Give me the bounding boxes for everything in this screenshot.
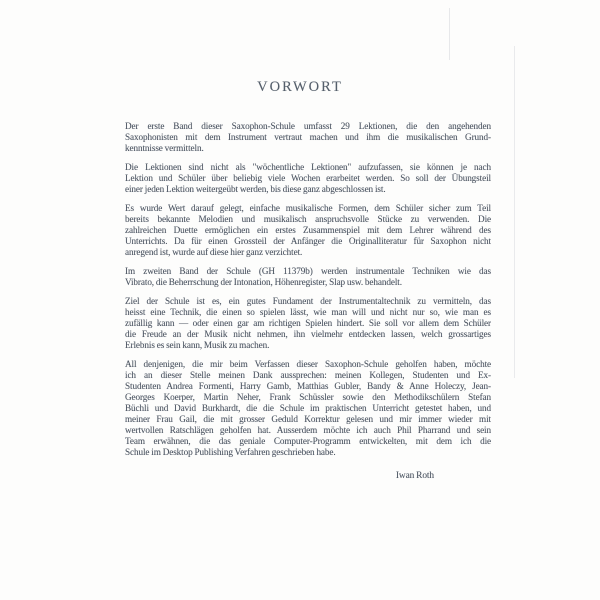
paragraph-line: Die Lektionen sind nicht als "wöchentliche Lektionen" aufzufassen, sie können je nach: [125, 162, 491, 172]
paragraph-line: bereits bekannte Melodien und musikalisch anspruchsvolle Stücke zu verwenden. Die: [125, 214, 491, 224]
paragraph-line: Schule im Desktop Publishing Verfahren geschrieben habe.: [125, 447, 336, 457]
paragraph-line: Team erwähnen, die das geniale Computer-Programm entwickelten, mit dem ich die: [125, 436, 491, 446]
paragraph-line: Lektion und Schüler über beliebig viele Wochen erarbeitet werden. So soll der Übungsteil: [125, 173, 491, 183]
paragraph-line: Vibrato, die Beherrschung der Intonation, Höhenregister, Slap usw. behandelt.: [125, 277, 402, 287]
paragraph: [125, 121, 491, 154]
paragraph-line: kenntnisse vermitteln.: [125, 143, 204, 153]
paragraph-line: Es wurde Wert darauf gelegt, einfache musikalische Formen, dem Schüler sicher zum Teil: [125, 203, 491, 213]
paragraph-line: Büchli und David Burkhardt, die die Schule im praktischen Unterricht getestet haben, und: [125, 403, 491, 413]
paragraph: [125, 296, 491, 351]
paragraph-line: Georges Koerper, Martin Neher, Frank Schüssler sowie den Methodikschülern Stefan: [125, 392, 491, 402]
paragraph: [125, 359, 491, 458]
paragraph-line: Der erste Band dieser Saxophon-Schule umfasst 29 Lektionen, die den angehenden: [125, 121, 491, 131]
paragraph: [125, 162, 491, 195]
paragraph-line: einer jeden Lektion weitergeübt werden, bis diese ganz abgeschlossen ist.: [125, 184, 386, 194]
paragraph-line: heisst eine Technik, die einen so spielen lässt, wie man will und nicht nur so, wie man es: [125, 307, 491, 317]
paragraph: [125, 266, 491, 288]
signature-author: Iwan Roth: [395, 471, 434, 481]
paragraph-line: Unterrichts. Da für einen Grossteil der Anfänger die Originalliteratur für Saxophon nicht: [125, 236, 491, 246]
paragraph-line: zahlreichen Duette ermöglichen ein erstes Zusammenspiel mit dem Lehrer während des: [125, 225, 491, 235]
paragraph-line: Im zweiten Band der Schule (GH 11379b) werden instrumentale Techniken wie das: [125, 266, 491, 276]
paragraph-line: Ziel der Schule ist es, ein gutes Fundament der Instrumentaltechnik zu vermitteln, das: [125, 296, 491, 306]
paragraph-line: ich an dieser Stelle meinen Dank aussprechen: meinen Kollegen, Studenten und Ex-: [125, 370, 491, 380]
paragraph-line: Erlebnis es sein kann, Musik zu machen.: [125, 340, 270, 350]
paragraph-line: wertvollen Ratschlägen geholfen hat. Ausserdem möchte ich auch Phil Pharrand und sein: [125, 425, 491, 435]
preface-body: [125, 121, 491, 482]
paragraph-line: die Freude an der Musik nicht nehmen, ihn vielmehr entdecken lassen, welch grossartiges: [125, 329, 491, 339]
paragraph: [125, 203, 491, 258]
paragraph-line: meiner Frau Gail, die mit grosser Geduld Korrektur gelesen und mir immer wieder mit: [125, 414, 491, 424]
scan-artifact-line: [449, 8, 450, 60]
page-title: VORWORT: [257, 79, 343, 95]
paragraph-line: zufällig kann — oder einen gar am richtigen Spielen hindert. Sie soll vor allem dem Schüler: [125, 318, 491, 328]
paragraph-line: All denjenigen, die mir beim Verfassen dieser Saxophon-Schule geholfen haben, möchte: [125, 359, 491, 369]
paragraph-line: Studenten Andrea Formenti, Harry Gamb, Matthias Gubler, Bandy & Anne Holeczy, Jean-: [125, 381, 491, 391]
paragraph-line: Saxophonisten mit dem Instrument vertraut machen und ihm die musikalischen Grund-: [125, 132, 491, 142]
paragraph-line: anregend ist, wurde auf diese hier ganz verzichtet.: [125, 247, 303, 257]
